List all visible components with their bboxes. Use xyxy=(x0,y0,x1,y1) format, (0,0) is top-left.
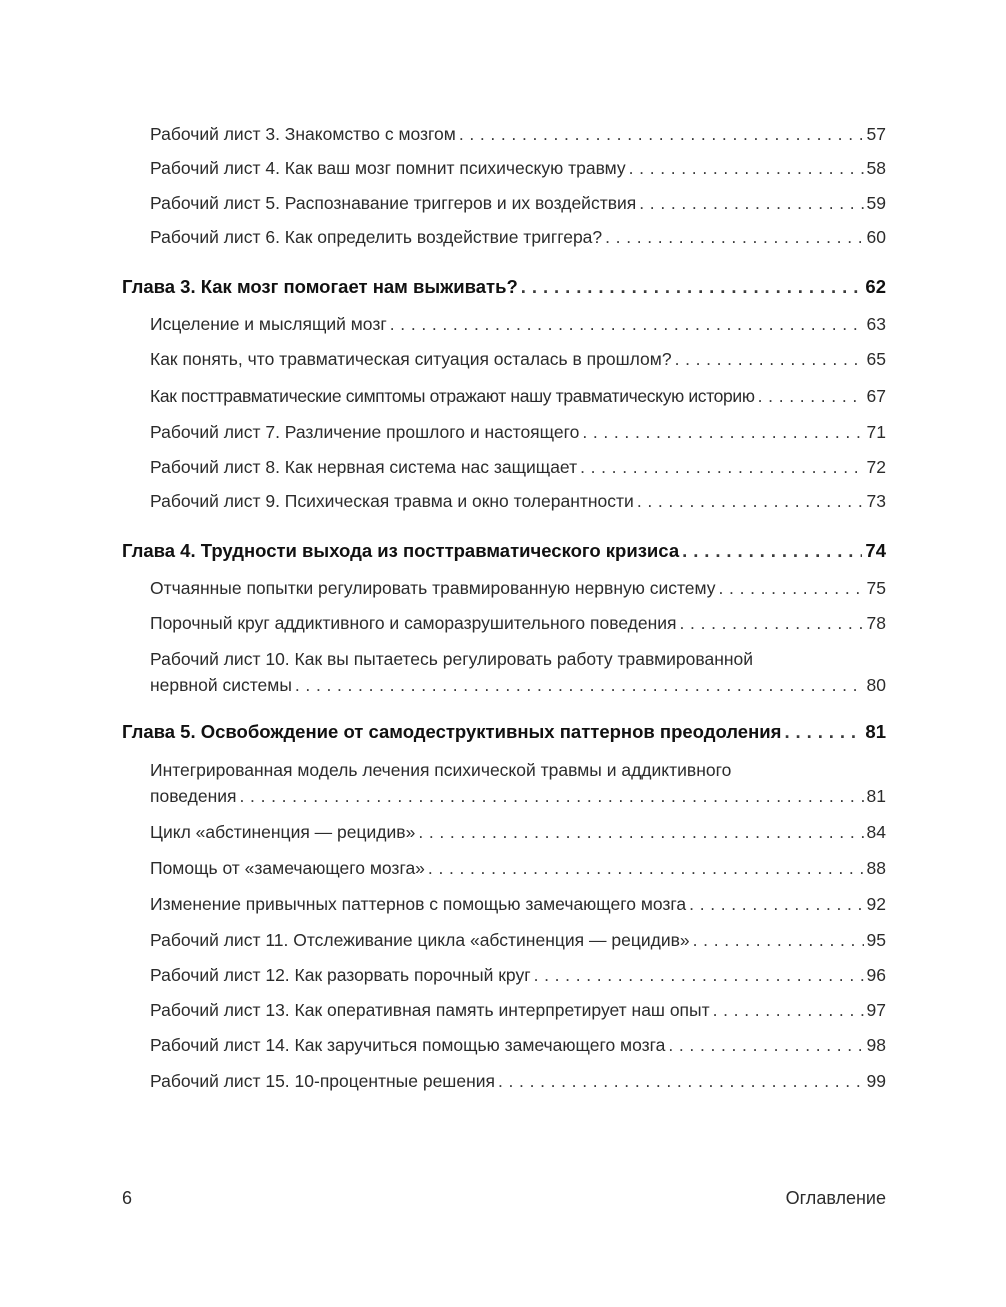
toc-leader-dots xyxy=(637,488,864,514)
toc-entry-page: 60 xyxy=(866,227,886,247)
toc-leader-dots xyxy=(582,419,863,445)
toc-leader-dots xyxy=(680,610,864,636)
toc-entry-page: 67 xyxy=(866,386,886,406)
toc-entry-page: 81 xyxy=(866,786,886,806)
toc-entry-page: 71 xyxy=(866,422,886,442)
toc-leader-dots xyxy=(498,1068,864,1094)
toc-leader-dots xyxy=(719,575,864,601)
toc-chapter[interactable] xyxy=(122,719,886,745)
toc-entry[interactable] xyxy=(150,121,886,147)
toc-entry-title: Рабочий лист 15. 10-процентные решения xyxy=(150,1071,495,1091)
toc-leader-dots xyxy=(521,274,863,300)
toc-entry-title: Исцеление и мыслящий мозг xyxy=(150,314,387,334)
toc-entry-title: поведения xyxy=(150,786,237,806)
toc-entry-page: 72 xyxy=(866,457,886,477)
toc-leader-dots xyxy=(459,121,864,147)
toc-leader-dots xyxy=(675,346,864,372)
toc-entry[interactable] xyxy=(150,488,886,514)
toc-entry-page: 65 xyxy=(866,349,886,369)
toc-entry-page: 78 xyxy=(866,613,886,633)
toc-entry-title: Рабочий лист 7. Различение прошлого и настоящего xyxy=(150,422,580,442)
running-footer-title: Оглавление xyxy=(785,1188,886,1208)
toc-chapter-title: Глава 3. Как мозг помогает нам выживать? xyxy=(122,276,518,297)
toc-entry-title: Рабочий лист 3. Знакомство с мозгом xyxy=(150,124,456,144)
toc-entry[interactable] xyxy=(150,383,886,409)
toc-entry-page: 97 xyxy=(866,1000,886,1020)
toc-entry-title: Рабочий лист 8. Как нервная система нас защищает xyxy=(150,457,578,477)
toc-entry[interactable] xyxy=(150,610,886,636)
toc-entry-title: Рабочий лист 5. Распознавание триггеров и их воздействия xyxy=(150,193,637,213)
toc-entry-title: Порочный круг аддиктивного и саморазрушительного поведения xyxy=(150,613,677,633)
toc-entry[interactable] xyxy=(150,419,886,445)
toc-leader-dots xyxy=(784,719,862,745)
toc-leader-dots xyxy=(390,311,864,337)
toc-entry-title: Рабочий лист 9. Психическая травма и окно толерантности xyxy=(150,491,634,511)
toc-entry-page: 98 xyxy=(866,1035,886,1055)
toc-entry[interactable] xyxy=(150,962,886,988)
toc-leader-dots xyxy=(668,1032,863,1058)
toc-entry-page: 80 xyxy=(866,675,886,695)
toc-entry-page: 95 xyxy=(866,930,886,950)
toc-leader-dots xyxy=(693,927,864,953)
toc-entry-page: 84 xyxy=(866,822,886,842)
toc-entry-title: Рабочий лист 14. Как заручиться помощью замечающего мозга xyxy=(150,1035,666,1055)
toc-entry-title: Отчаянные попытки регулировать травмированную нервную систему xyxy=(150,578,716,598)
toc-leader-dots xyxy=(629,155,864,181)
toc-entry[interactable] xyxy=(150,997,886,1023)
toc-entry[interactable] xyxy=(150,1032,886,1058)
toc-entry[interactable] xyxy=(150,1068,886,1094)
toc-entry-title: Помощь от «замечающего мозга» xyxy=(150,858,425,878)
toc-entry[interactable] xyxy=(150,454,886,480)
toc-chapter[interactable] xyxy=(122,538,886,564)
toc-leader-dots xyxy=(689,891,863,917)
toc-entry[interactable] xyxy=(150,155,886,181)
toc-entry[interactable] xyxy=(150,757,886,809)
toc-chapter-title: Глава 5. Освобождение от самодеструктивных паттернов преодоления xyxy=(122,721,782,742)
toc-entry-title: нервной системы xyxy=(150,675,292,695)
toc-entry[interactable] xyxy=(150,927,886,953)
toc-leader-dots xyxy=(713,997,864,1023)
toc-entry-page: 88 xyxy=(866,858,886,878)
page-number: 6 xyxy=(122,1188,133,1208)
toc-entry-page: 58 xyxy=(866,158,886,178)
toc-leader-dots xyxy=(758,383,864,409)
toc-entry[interactable] xyxy=(150,855,886,881)
toc-entry-title: Изменение привычных паттернов с помощью замечающего мозга xyxy=(150,894,687,914)
toc-entry[interactable] xyxy=(150,224,886,250)
toc-entry[interactable] xyxy=(150,346,886,372)
toc-leader-dots xyxy=(682,538,862,564)
toc-leader-dots xyxy=(428,855,864,881)
toc-leader-dots xyxy=(639,190,863,216)
toc-entry-title: Рабочий лист 6. Как определить воздействие триггера? xyxy=(150,227,603,247)
toc-entry-page: 75 xyxy=(866,578,886,598)
toc-leader-dots xyxy=(605,224,863,250)
toc-entry-page: 63 xyxy=(866,314,886,334)
toc-entry[interactable] xyxy=(150,190,886,216)
toc-entry-page: 59 xyxy=(866,193,886,213)
toc-leader-dots xyxy=(580,454,863,480)
toc-entry-title: Как посттравматические симптомы отражают нашу травматическую историю xyxy=(150,386,755,406)
toc-leader-dots xyxy=(295,672,864,698)
toc-entry-page: 73 xyxy=(866,491,886,511)
toc-leader-dots xyxy=(418,819,863,845)
toc-entry-title-line1: Интегрированная модель лечения психической травмы и аддиктивного xyxy=(150,760,732,780)
toc-leader-dots xyxy=(240,783,864,809)
toc-entry-title: Рабочий лист 4. Как ваш мозг помнит психическую травму xyxy=(150,158,626,178)
toc-entry[interactable] xyxy=(150,891,886,917)
toc-entry-page: 96 xyxy=(866,965,886,985)
toc-entry-page: 99 xyxy=(866,1071,886,1091)
toc-chapter-page: 62 xyxy=(865,276,886,297)
toc-chapter-page: 81 xyxy=(865,721,886,742)
toc-chapter-page: 74 xyxy=(865,540,886,561)
toc-entry[interactable] xyxy=(150,646,886,698)
toc-entry-title: Как понять, что травматическая ситуация осталась в прошлом? xyxy=(150,349,672,369)
toc-entry[interactable] xyxy=(150,311,886,337)
toc-entry-title: Рабочий лист 13. Как оперативная память интерпретирует наш опыт xyxy=(150,1000,710,1020)
toc-entry[interactable] xyxy=(150,575,886,601)
toc-entry-page: 92 xyxy=(866,894,886,914)
toc-entry-title: Рабочий лист 12. Как разорвать порочный круг xyxy=(150,965,531,985)
toc-chapter[interactable] xyxy=(122,274,886,300)
toc-entry-title: Рабочий лист 11. Отслеживание цикла «абстиненция — рецидив» xyxy=(150,930,690,950)
toc-leader-dots xyxy=(534,962,864,988)
toc-entry-title: Цикл «абстиненция — рецидив» xyxy=(150,822,416,842)
toc-entry-title-line1: Рабочий лист 10. Как вы пытаетесь регулировать работу травмированной xyxy=(150,649,754,669)
toc-chapter-title: Глава 4. Трудности выхода из посттравматического кризиса xyxy=(122,540,680,561)
toc-entry-page: 57 xyxy=(866,124,886,144)
toc-entry[interactable] xyxy=(150,819,886,845)
